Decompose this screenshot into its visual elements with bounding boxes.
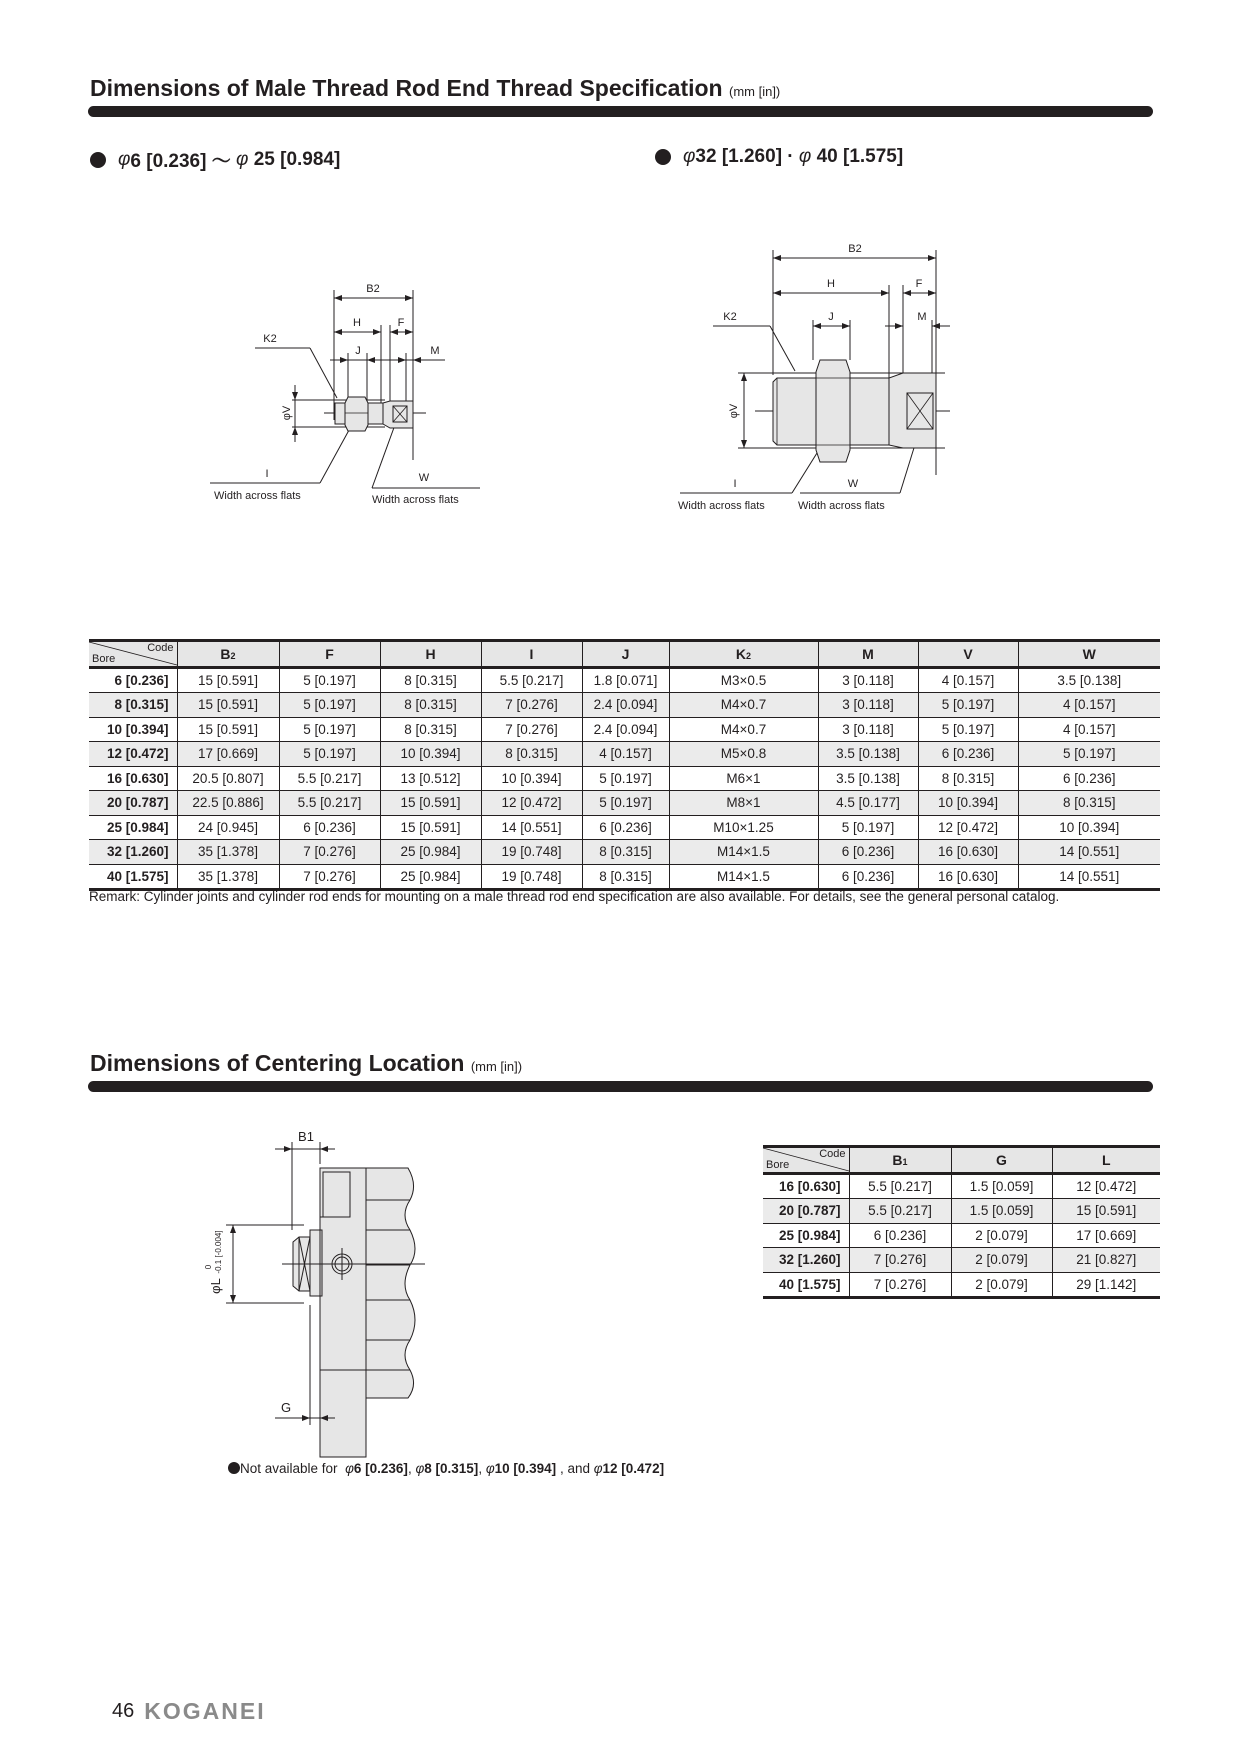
value-cell: 14 [0.551] [1018, 840, 1160, 865]
value-cell: 7 [0.276] [279, 864, 380, 890]
label-i: I [733, 478, 737, 490]
diagram-small-rod-end [200, 270, 500, 520]
label-m: M [430, 345, 440, 357]
subtitle-text: 32 [1.260] · [695, 146, 799, 167]
value-cell: 1.5 [0.059] [951, 1173, 1052, 1199]
value-cell: 15 [0.591] [380, 815, 481, 840]
value-cell: 5.5 [0.217] [481, 667, 582, 693]
value-cell: 7 [0.276] [849, 1248, 951, 1273]
table-header-row [763, 1147, 1160, 1174]
label-l: φL [208, 1278, 223, 1294]
label-g: G [280, 1400, 292, 1415]
value-cell: M3×0.5 [669, 667, 818, 693]
value-cell: 4 [0.157] [918, 667, 1018, 693]
section2-unit: (mm [in]) [470, 1059, 523, 1074]
section1-divider-bar [88, 106, 1153, 117]
subscript: 1 [902, 1156, 908, 1167]
value-cell: 5.5 [0.217] [279, 766, 380, 791]
value-cell: 2 [0.079] [951, 1272, 1052, 1298]
bullet-icon [90, 152, 106, 168]
value-cell: 17 [0.669] [1052, 1223, 1160, 1248]
table-row [763, 1199, 1160, 1224]
value-cell: 3 [0.118] [818, 667, 918, 693]
table-row [89, 766, 1160, 791]
value-cell: 25 [0.984] [380, 864, 481, 890]
diagram-large-rod-end [660, 230, 980, 520]
value-cell: 6 [0.236] [1018, 766, 1160, 791]
note-bore-item: 8 [0.315] [424, 1461, 479, 1476]
label-w: W [418, 472, 430, 484]
phi-symbol: φ [593, 1461, 603, 1476]
remark-text: Remark: Cylinder joints and cylinder rod ends for mounting on a male thread rod end specification are also available. For details, see the general personal catalog. [89, 889, 1060, 904]
label-b2: B2 [366, 283, 380, 295]
subscript: 2 [746, 650, 752, 661]
value-cell: 35 [1.378] [177, 864, 279, 890]
corner-header [89, 641, 177, 668]
subtitle-text: 6 [0.236] ～ [130, 151, 237, 172]
value-cell: 8 [0.315] [582, 864, 669, 890]
label-k2: K2 [263, 333, 277, 345]
table-row [89, 791, 1160, 816]
phi-symbol: φ [485, 1461, 495, 1476]
table-row [763, 1272, 1160, 1298]
value-cell: 7 [0.276] [481, 717, 582, 742]
value-cell: 2 [0.079] [951, 1248, 1052, 1273]
label-v: φV [728, 403, 740, 419]
page-footer [112, 1698, 266, 1725]
section1-title [90, 75, 780, 102]
value-cell: 21 [0.827] [1052, 1248, 1160, 1273]
value-cell: 15 [0.591] [380, 791, 481, 816]
section1-title-text: Dimensions of Male Thread Rod End Thread Specification [90, 75, 723, 101]
value-cell: 12 [0.472] [918, 815, 1018, 840]
value-cell: 6 [0.236] [849, 1223, 951, 1248]
value-cell: 6 [0.236] [818, 864, 918, 890]
phi-symbol: φ [118, 148, 131, 170]
value-cell: 29 [1.142] [1052, 1272, 1160, 1298]
bore-cell: 25 [0.984] [763, 1223, 849, 1248]
phi-symbol: φ [798, 146, 812, 167]
bore-cell: 16 [0.630] [763, 1173, 849, 1199]
value-cell: 5 [0.197] [582, 791, 669, 816]
value-cell: 12 [0.472] [481, 791, 582, 816]
bore-cell: 8 [0.315] [89, 693, 177, 718]
label-width-across-flats-i: Width across flats [678, 500, 765, 512]
value-cell: 3.5 [0.138] [818, 766, 918, 791]
label-h: H [827, 278, 835, 290]
value-cell: 5 [0.197] [279, 667, 380, 693]
value-cell: 8 [0.315] [380, 693, 481, 718]
value-cell: 14 [0.551] [1018, 864, 1160, 890]
centering-dimensions-table [763, 1145, 1160, 1299]
value-cell: 5 [0.197] [918, 717, 1018, 742]
value-cell: 5 [0.197] [918, 693, 1018, 718]
corner-bore-label: Bore [92, 653, 116, 666]
value-cell: 5.5 [0.217] [279, 791, 380, 816]
bore-cell: 40 [1.575] [763, 1272, 849, 1298]
column-header: J [582, 641, 669, 668]
table-row [763, 1173, 1160, 1199]
note-separator: , [407, 1461, 416, 1476]
note-and: , and [556, 1461, 594, 1476]
label-w: W [847, 478, 859, 490]
subtitle-small-bore [90, 146, 340, 173]
koganei-logo: KOGANEI [144, 1698, 266, 1724]
table-row [89, 667, 1160, 693]
value-cell: 5 [0.197] [279, 717, 380, 742]
table-row [763, 1223, 1160, 1248]
value-cell: 5 [0.197] [279, 693, 380, 718]
column-header: H [380, 641, 481, 668]
subtitle-text: 25 [0.984] [248, 148, 341, 170]
value-cell: 4.5 [0.177] [818, 791, 918, 816]
value-cell: 2.4 [0.094] [582, 717, 669, 742]
label-j: J [355, 345, 361, 357]
subscript: 2 [230, 650, 236, 661]
value-cell: 15 [0.591] [177, 717, 279, 742]
value-cell: 5 [0.197] [582, 766, 669, 791]
phi-symbol: φ [345, 1461, 354, 1476]
value-cell: 24 [0.945] [177, 815, 279, 840]
column-header: G [951, 1147, 1052, 1174]
value-cell: M4×0.7 [669, 693, 818, 718]
value-cell: M6×1 [669, 766, 818, 791]
label-l-tolerance-lower: -0.1 [-0.004] [214, 1230, 223, 1274]
value-cell: 35 [1.378] [177, 840, 279, 865]
value-cell: 3 [0.118] [818, 693, 918, 718]
bore-cell: 10 [0.394] [89, 717, 177, 742]
table-row [89, 693, 1160, 718]
table-header-row [89, 641, 1160, 668]
value-cell: 6 [0.236] [918, 742, 1018, 767]
value-cell: 10 [0.394] [1018, 815, 1160, 840]
value-cell: M10×1.25 [669, 815, 818, 840]
value-cell: 6 [0.236] [279, 815, 380, 840]
value-cell: M8×1 [669, 791, 818, 816]
phi-symbol: φ [683, 146, 696, 167]
value-cell: 8 [0.315] [380, 667, 481, 693]
column-header: W [1018, 641, 1160, 668]
value-cell: 7 [0.276] [849, 1272, 951, 1298]
label-l-tolerance-upper: 0 [204, 1264, 213, 1270]
label-f: F [397, 317, 405, 329]
bore-cell: 16 [0.630] [89, 766, 177, 791]
column-header: K2 [669, 641, 818, 668]
bore-cell: 32 [1.260] [89, 840, 177, 865]
value-cell: 16 [0.630] [918, 864, 1018, 890]
value-cell: 4 [0.157] [582, 742, 669, 767]
value-cell: 19 [0.748] [481, 840, 582, 865]
value-cell: 5 [0.197] [1018, 742, 1160, 767]
label-j: J [828, 311, 834, 323]
bullet-icon [228, 1462, 240, 1474]
value-cell: 13 [0.512] [380, 766, 481, 791]
subtitle-large-bore [655, 146, 903, 168]
bore-cell: 20 [0.787] [763, 1199, 849, 1224]
label-width-across-flats-w: Width across flats [372, 494, 459, 506]
value-cell: 8 [0.315] [380, 717, 481, 742]
phi-symbol: φ [415, 1461, 425, 1476]
bore-cell: 12 [0.472] [89, 742, 177, 767]
value-cell: 10 [0.394] [380, 742, 481, 767]
section2-divider-bar [88, 1081, 1153, 1092]
section2-title [90, 1050, 522, 1077]
value-cell: 15 [0.591] [177, 693, 279, 718]
value-cell: 4 [0.157] [1018, 717, 1160, 742]
value-cell: 22.5 [0.886] [177, 791, 279, 816]
availability-note [228, 1461, 664, 1476]
table-row [89, 815, 1160, 840]
column-header: F [279, 641, 380, 668]
value-cell: 16 [0.630] [918, 840, 1018, 865]
label-v: φV [281, 405, 293, 421]
value-cell: M14×1.5 [669, 864, 818, 890]
corner-code-label: Code [819, 1148, 846, 1161]
column-header: L [1052, 1147, 1160, 1174]
value-cell: 3 [0.118] [818, 717, 918, 742]
note-prefix: Not available for [240, 1461, 342, 1476]
label-k2: K2 [723, 311, 737, 323]
value-cell: M5×0.8 [669, 742, 818, 767]
value-cell: 8 [0.315] [918, 766, 1018, 791]
subtitle-text: 40 [1.575] [811, 146, 904, 167]
value-cell: 2.4 [0.094] [582, 693, 669, 718]
value-cell: M14×1.5 [669, 840, 818, 865]
value-cell: 5.5 [0.217] [849, 1173, 951, 1199]
value-cell: 3.5 [0.138] [818, 742, 918, 767]
bore-cell: 32 [1.260] [763, 1248, 849, 1273]
bore-cell: 6 [0.236] [89, 667, 177, 693]
corner-code-label: Code [147, 642, 174, 655]
value-cell: 12 [0.472] [1052, 1173, 1160, 1199]
column-header: M [818, 641, 918, 668]
value-cell: 5 [0.197] [279, 742, 380, 767]
label-width-across-flats-w: Width across flats [798, 500, 885, 512]
label-b2: B2 [848, 243, 862, 255]
value-cell: 5.5 [0.217] [849, 1199, 951, 1224]
value-cell: 10 [0.394] [918, 791, 1018, 816]
value-cell: 19 [0.748] [481, 864, 582, 890]
note-separator: , [478, 1461, 486, 1476]
value-cell: 8 [0.315] [582, 840, 669, 865]
note-bore-item: 6 [0.236] [353, 1461, 408, 1476]
label-i: I [265, 468, 269, 480]
bullet-icon [655, 149, 671, 165]
column-header: B1 [849, 1147, 951, 1174]
table-row [763, 1248, 1160, 1273]
value-cell: 25 [0.984] [380, 840, 481, 865]
value-cell: 6 [0.236] [818, 840, 918, 865]
value-cell: 3.5 [0.138] [1018, 667, 1160, 693]
table-row [89, 864, 1160, 890]
value-cell: 1.8 [0.071] [582, 667, 669, 693]
label-f: F [915, 278, 923, 290]
page-number: 46 [112, 1700, 135, 1722]
label-width-across-flats-i: Width across flats [214, 490, 301, 502]
bore-cell: 20 [0.787] [89, 791, 177, 816]
value-cell: 2 [0.079] [951, 1223, 1052, 1248]
value-cell: 5 [0.197] [818, 815, 918, 840]
rod-end-dimensions-table [89, 639, 1160, 891]
table-row [89, 717, 1160, 742]
value-cell: M4×0.7 [669, 717, 818, 742]
diagram-centering-location [200, 1129, 440, 1430]
value-cell: 8 [0.315] [481, 742, 582, 767]
table-row [89, 742, 1160, 767]
corner-header [763, 1147, 849, 1174]
corner-bore-label: Bore [766, 1159, 790, 1172]
label-b1: B1 [298, 1129, 314, 1144]
value-cell: 14 [0.551] [481, 815, 582, 840]
value-cell: 8 [0.315] [1018, 791, 1160, 816]
column-header: I [481, 641, 582, 668]
value-cell: 15 [0.591] [177, 667, 279, 693]
value-cell: 4 [0.157] [1018, 693, 1160, 718]
column-header: B2 [177, 641, 279, 668]
note-bore-item: 12 [0.472] [602, 1461, 665, 1476]
value-cell: 7 [0.276] [279, 840, 380, 865]
note-bore-item: 10 [0.394] [494, 1461, 557, 1476]
value-cell: 15 [0.591] [1052, 1199, 1160, 1224]
value-cell: 20.5 [0.807] [177, 766, 279, 791]
bore-cell: 40 [1.575] [89, 864, 177, 890]
column-header: V [918, 641, 1018, 668]
section2-title-text: Dimensions of Centering Location [90, 1050, 465, 1076]
label-h: H [353, 317, 361, 329]
value-cell: 7 [0.276] [481, 693, 582, 718]
value-cell: 10 [0.394] [481, 766, 582, 791]
value-cell: 17 [0.669] [177, 742, 279, 767]
table-row [89, 840, 1160, 865]
section1-unit: (mm [in]) [728, 84, 781, 99]
phi-symbol: φ [236, 148, 249, 170]
value-cell: 6 [0.236] [582, 815, 669, 840]
label-m: M [917, 311, 927, 323]
bore-cell: 25 [0.984] [89, 815, 177, 840]
value-cell: 1.5 [0.059] [951, 1199, 1052, 1224]
